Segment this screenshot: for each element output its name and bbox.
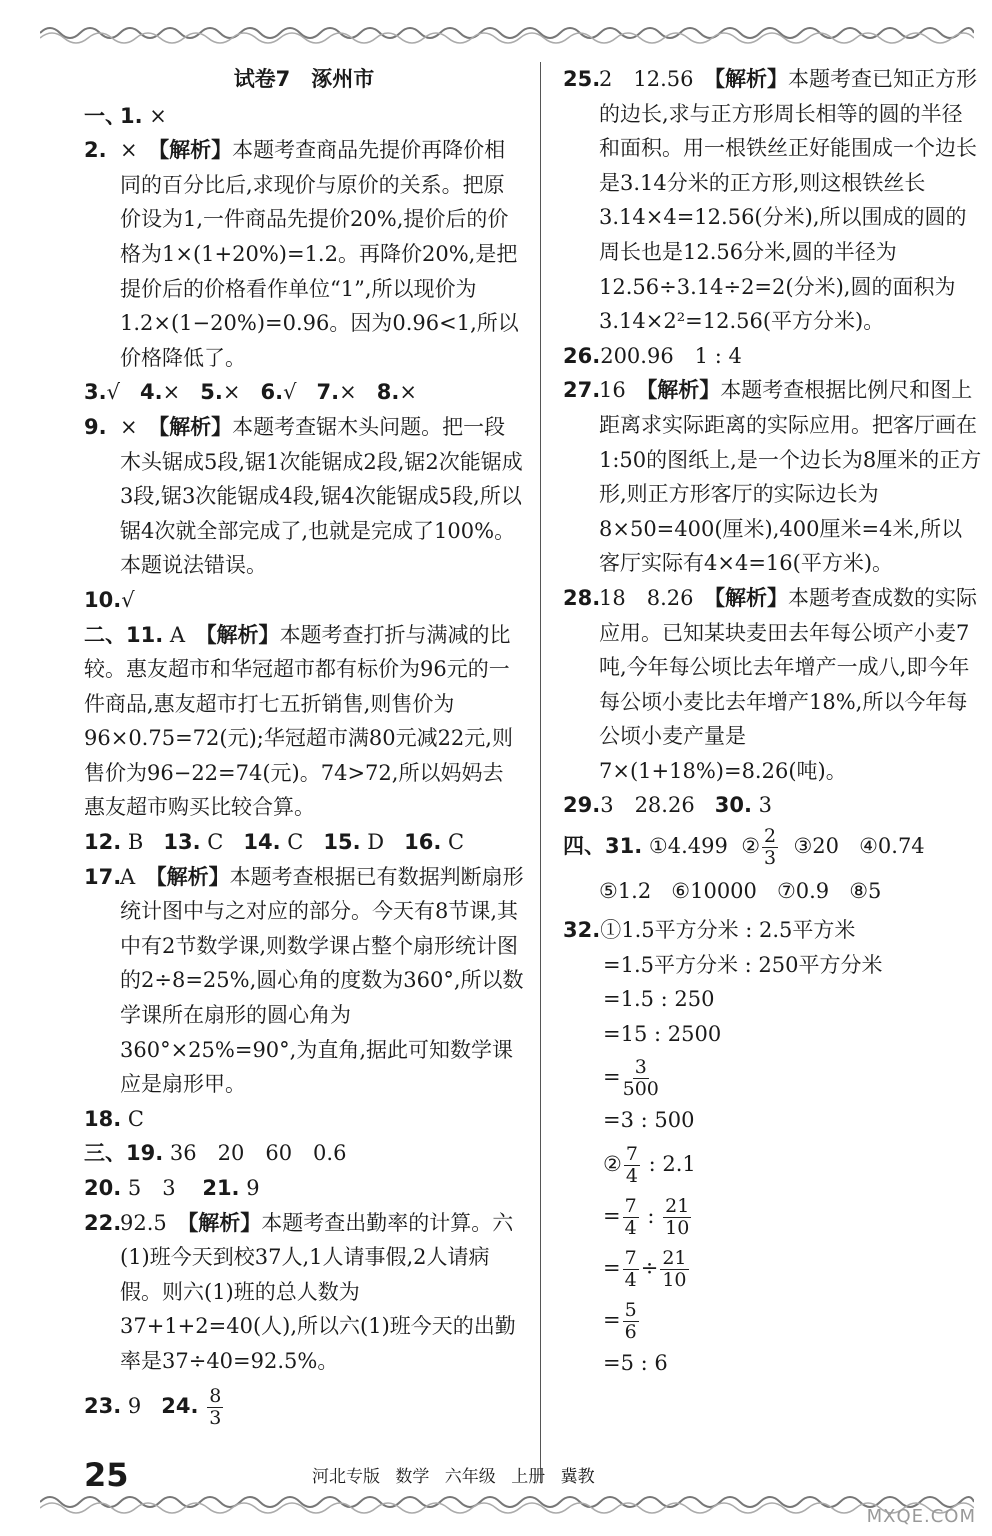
answer-25: 25. 2 12.56 【解析】本题考查已知正方形的边长,求与正方形周长相等的圆的半径和面积。用一根铁丝正好能围成一个边长是3.14分米的正方形,则这根铁丝长3.14×4=12.56(分米),所以围成的圆的周长也是12.56分米,圆的半径为12.56÷3.14÷2=2(分米),圆的面积为3.14×2²=12.56(平方分米)。 xyxy=(563,67,977,334)
answer-28: 28. 18 8.26 【解析】本题考查成数的实际应用。已知某块麦田去年每公顷产小麦7吨,今年每公顷比去年增产一成八,即今年每公顷小麦比去年增产18%,所以今年每公顷小麦产量是7×(1+18%)=8.26(吨)。 xyxy=(563,585,977,783)
answer-31: 四、31. ①4.499 ② $\frac{2}{3}$ ③20 ④0.74 xyxy=(563,825,925,870)
answer-10: 10.√ xyxy=(84,587,135,612)
fraction: $\frac{7}{4}$ xyxy=(624,1247,637,1292)
eq-line: = $\frac{5}{6}$ xyxy=(603,1299,637,1344)
eq-line: =1.5平方分米 : 250平方分米 xyxy=(603,952,883,977)
answer-18: 18. C xyxy=(84,1106,144,1131)
eq-line: =15 : 2500 xyxy=(603,1021,722,1046)
answers-23-24: 23. 9 24. $\frac{8}{3}$ xyxy=(84,1384,222,1429)
answers-12-16: 12. B 13. C 14. C 15. D 16. C xyxy=(84,830,465,855)
right-column xyxy=(563,62,983,1381)
page-footer xyxy=(84,1456,964,1492)
eq-line: = $\frac{7}{4}$ : $\frac{21}{10}$ xyxy=(603,1195,690,1240)
fraction: $\frac{3}{500}$ xyxy=(622,1056,659,1101)
answer-22: 22. 92.5 【解析】本题考查出勤率的计算。六(1)班今天到校37人,1人请事假,2人请病假。则六(1)班的总人数为37+1+2=40(人),所以六(1)班今天的出勤率是37÷40=92.5%。 xyxy=(84,1210,516,1373)
watermark-url: MXQE.COM xyxy=(866,1506,976,1527)
fraction: $\frac{7}{4}$ xyxy=(624,1195,637,1240)
footer-text: 河北专版 数学 六年级 上册 冀教 xyxy=(312,1467,595,1487)
eq-line: =1.5 : 250 xyxy=(603,987,715,1012)
answer-2: 2. × 【解析】本题考查商品先提价再降价相同的百分比后,求现价与原价的关系。把原价设为1,一件商品先提价20%,提价后的价格为1×(1+20%)=1.2。再降价20%,是把提价后的价格看作单位“1”,所以现价为1.2×(1−20%)=0.96。因为0.96<1,所以价格降低了。 xyxy=(84,138,519,370)
answer-32: 32.①1.5平方分米 : 2.5平方米 xyxy=(563,918,856,943)
page-title: 试卷7 涿州市 xyxy=(233,67,375,91)
answer-26: 26.200.96 1 : 4 xyxy=(563,343,742,368)
answer-19: 三、19. 36 20 60 0.6 xyxy=(84,1141,347,1166)
fraction: $\frac{5}{6}$ xyxy=(624,1299,637,1344)
answer-31-row2: ⑤1.2 ⑥10000 ⑦0.9 ⑧5 xyxy=(599,879,882,904)
fraction: $\frac{21}{10}$ xyxy=(662,1247,687,1292)
section-label: 一、 xyxy=(84,103,126,128)
decorative-bottom-border xyxy=(40,1492,974,1518)
fraction: $\frac{21}{10}$ xyxy=(665,1195,690,1240)
page-number: 25 xyxy=(84,1456,129,1494)
eq-line: = $\frac{3}{500}$ xyxy=(603,1056,659,1101)
answer-11: 二、11. A 【解析】本题考查打折与满减的比较。惠友超市和华冠超市都有标价为96元的一件商品,惠友超市打七五折销售,则售价为96×0.75=72(元);华冠超市满80元减22元,则售价为96−22=74(元)。74>72,所以妈妈去惠友超市购买比较合算。 xyxy=(84,622,513,820)
answers-20-21: 20. 5 3 21. 9 xyxy=(84,1176,260,1200)
answer-1: 一、 1. × xyxy=(84,99,524,134)
fraction: $\frac{2}{3}$ xyxy=(764,825,777,870)
eq-line: = $\frac{7}{4}$ ÷ $\frac{21}{10}$ xyxy=(603,1247,687,1292)
decorative-top-border xyxy=(40,20,974,46)
answer-27: 27. 16 【解析】本题考查根据比例尺和图上距离求实际距离的实际应用。把客厅画在1:50的图纸上,是一个边长为8厘米的正方形,则正方形客厅的实际边长为8×50=400(厘米),400厘米=4米,所以客厅实际有4×4=16(平方米)。 xyxy=(563,378,982,576)
answer-17: 17. A 【解析】本题考查根据已有数据判断扇形统计图中与之对应的部分。今天有8节课,其中有2节数学课,则数学课占整个扇形统计图的2÷8=25%,圆心角的度数为360°,所以数学课所在扇形的圆心角为360°×25%=90°,为直角,据此可知数学课应是扇形甲。 xyxy=(84,864,524,1097)
fraction: $\frac{7}{4}$ xyxy=(625,1143,638,1188)
column-divider xyxy=(540,62,541,1482)
eq-line: ② $\frac{7}{4}$ : 2.1 xyxy=(603,1143,696,1188)
eq-line: =5 : 6 xyxy=(603,1351,668,1376)
answers-3-8: 3.√ 4.× 5.× 6.√ 7.× 8.× xyxy=(84,380,417,405)
answer-9: 9. × 【解析】本题考查锯木头问题。把一段木头锯成5段,锯1次能锯成2段,锯2次能锯成3段,锯3次能锯成4段,锯4次能锯成5段,所以锯4次就全部完成了,也就是完成了100%。本题说法错误。 xyxy=(84,414,523,578)
eq-line: =3 : 500 xyxy=(603,1108,695,1133)
answers-29-30: 29.3 28.26 30. 3 xyxy=(563,793,772,818)
left-column xyxy=(84,62,524,1429)
fraction: $\frac{8}{3}$ xyxy=(209,1384,222,1429)
